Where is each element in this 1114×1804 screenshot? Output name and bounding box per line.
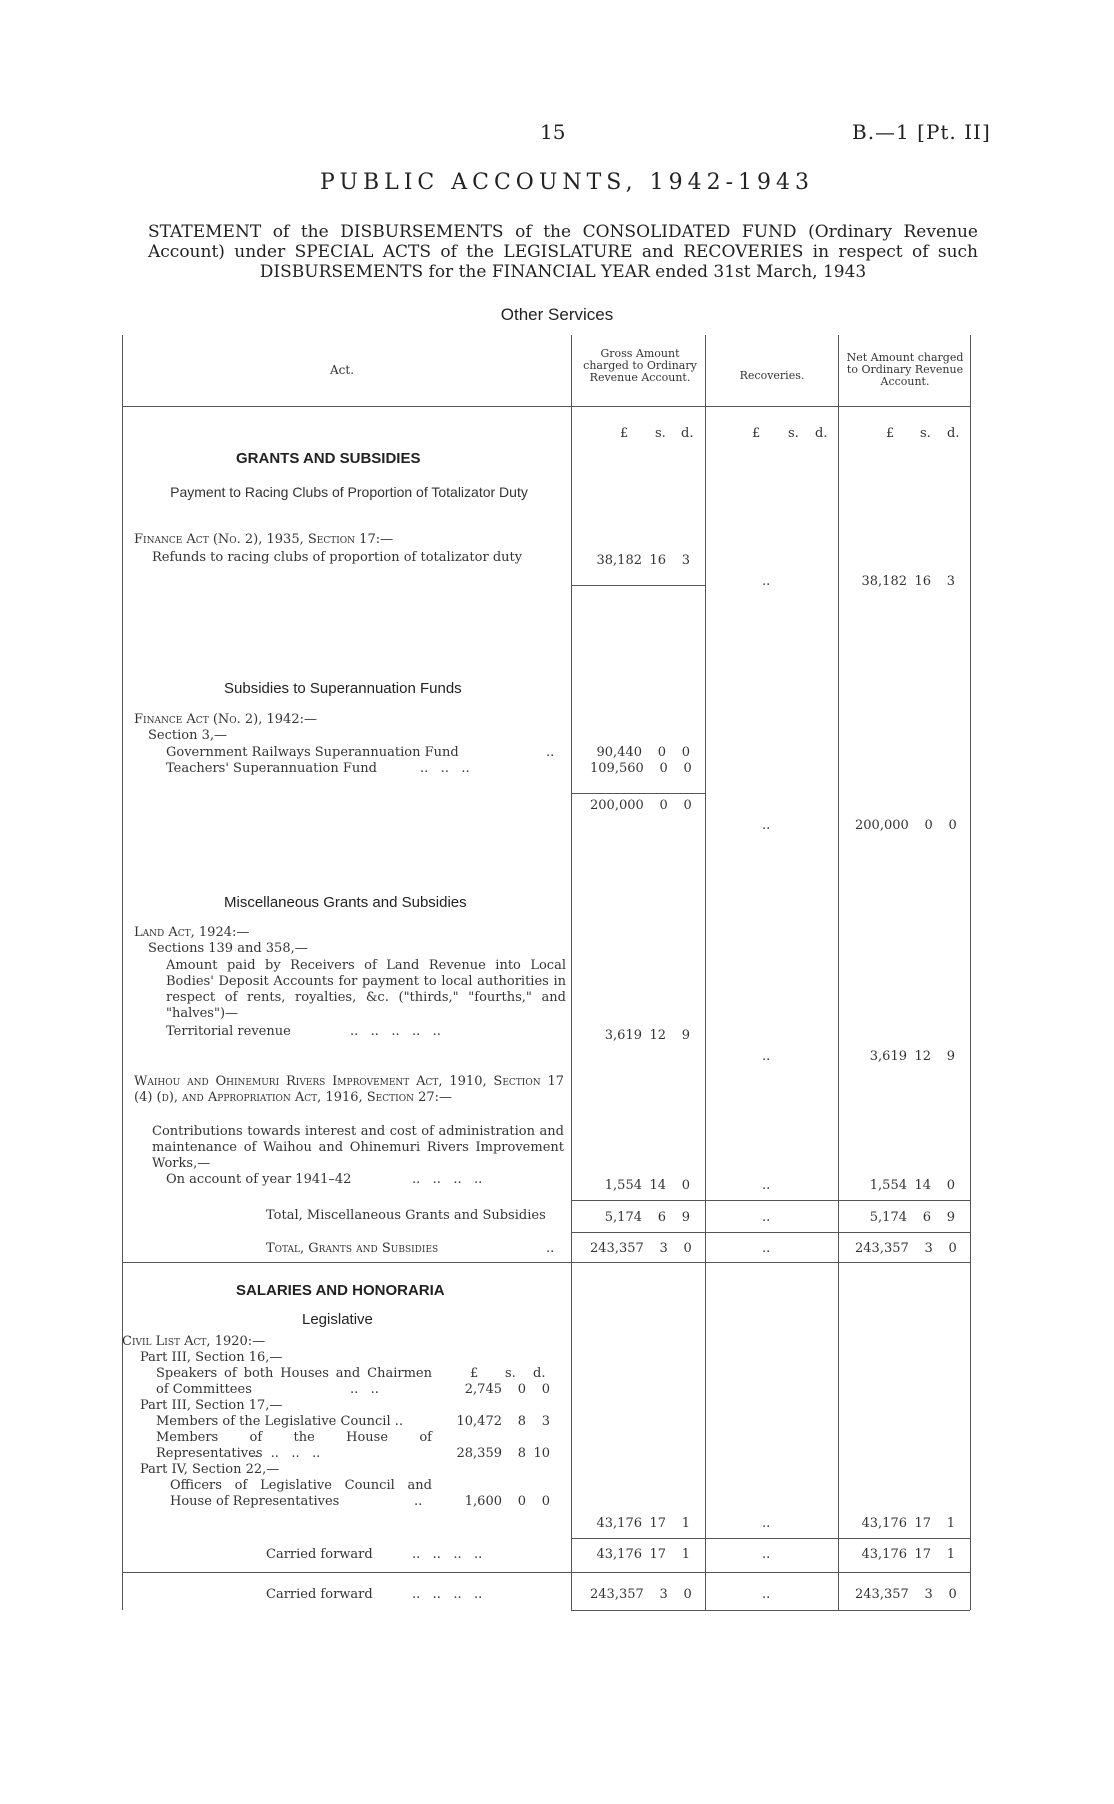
pence-label: d. (947, 426, 960, 441)
territorial-net-amount: 3,619 12 9 (869, 1049, 955, 1064)
page-title: PUBLIC ACCOUNTS, 1942-1943 (320, 170, 814, 195)
superannuation-item-amount: 109,560 0 0 (590, 761, 692, 776)
racing-net-amount: 38,182 16 3 (861, 574, 955, 589)
grants-total-label: Total, Grants and Subsidies (266, 1241, 439, 1256)
land-sections: Sections 139 and 358,— (148, 941, 308, 956)
leader-dots: .. .. .. .. (412, 1547, 483, 1562)
carried-forward-label: Carried forward (266, 1547, 373, 1562)
officers-label: Officers of Legislative Council and House of Representatives (170, 1478, 432, 1509)
racing-act: Finance Act (No. 2), 1935, Section 17:— (134, 532, 394, 547)
document-reference: B.—1 [Pt. II] (852, 120, 991, 144)
territorial-gross-amount: 3,619 12 9 (604, 1028, 690, 1043)
pound-label: £ (620, 426, 629, 441)
part3-section17: Part III, Section 17,— (140, 1398, 283, 1413)
waihou-recoveries: .. (762, 1178, 771, 1193)
part4-section22: Part IV, Section 22,— (140, 1462, 280, 1477)
part3-section16: Part III, Section 16,— (140, 1350, 283, 1365)
council-label: Members of the Legislative Council .. (156, 1414, 404, 1429)
superannuation-act: Finance Act (No. 2), 1942:— (134, 712, 317, 727)
waihou-description: Contributions towards interest and cost of administration and maintenance of Waihou and Ohinemuri Rivers Improvement Works,— (152, 1124, 564, 1171)
salaries-heading: SALARIES AND HONORARIA (236, 1282, 445, 1299)
pound-label: £ (752, 426, 761, 441)
carried-forward-recoveries: .. (762, 1587, 771, 1602)
leader-dots: .. .. .. .. (412, 1587, 483, 1602)
misc-total-net: 5,174 6 9 (869, 1210, 955, 1225)
grants-total-net: 243,357 3 0 (855, 1241, 957, 1256)
misc-total-label: Total, Miscellaneous Grants and Subsidies (266, 1208, 546, 1223)
grants-total-gross: 243,357 3 0 (590, 1241, 692, 1256)
pound-label: £ (470, 1366, 479, 1381)
section-title: Other Services (500, 305, 614, 324)
grants-total-recoveries: .. (762, 1241, 771, 1256)
superannuation-item-label: Teachers' Superannuation Fund (166, 761, 377, 776)
leader-dots: .. .. .. (420, 761, 470, 776)
racing-recoveries: .. (762, 574, 771, 589)
misc-subheading: Miscellaneous Grants and Subsidies (224, 894, 467, 911)
shilling-label: s. (505, 1366, 516, 1381)
carried-forward-net: 43,176 17 1 (861, 1547, 955, 1562)
leader-dots: .. .. .. .. .. (350, 1024, 441, 1039)
racing-subheading: Payment to Racing Clubs of Proportion of Totalizator Duty (170, 484, 528, 500)
pence-label: d. (681, 426, 694, 441)
grants-heading: GRANTS AND SUBSIDIES (236, 450, 421, 467)
salaries-gross-amount: 43,176 17 1 (596, 1516, 690, 1531)
racing-item: Refunds to racing clubs of proportion of totalizator duty (152, 550, 523, 565)
waihou-gross-amount: 1,554 14 0 (604, 1178, 690, 1193)
superannuation-item-amount: 90,440 0 0 (596, 745, 690, 760)
carried-forward-gross: 243,357 3 0 (590, 1587, 692, 1602)
superannuation-total-amount: 200,000 0 0 (590, 798, 692, 813)
misc-total-recoveries: .. (762, 1210, 771, 1225)
civil-list-act: Civil List Act, 1920:— (122, 1334, 266, 1349)
superannuation-recoveries: .. (762, 818, 771, 833)
shilling-label: s. (788, 426, 799, 441)
speakers-label: Speakers of both Houses and Chairmen of Committees (156, 1366, 432, 1397)
land-description: Amount paid by Receivers of Land Revenue into Local Bodies' Deposit Accounts for payment to local authorities in respect of rents, royalties, &c. ("thirds," "fourths," and "halves")— (166, 958, 566, 1021)
superannuation-section: Section 3,— (148, 728, 227, 743)
column-header-act: Act. (330, 363, 355, 377)
leader-dots: .. .. .. .. (250, 1446, 321, 1461)
waihou-act: Waihou and Ohinemuri Rivers Improvement Act, 1910, Section 17 (4) (d), and Appropriation Act, 1916, Section 27:— (134, 1074, 564, 1105)
leader-dots: .. (546, 745, 555, 760)
waihou-item: On account of year 1941–42 (166, 1172, 352, 1187)
pence-label: d. (815, 426, 828, 441)
officers-amount: 1,600 0 0 (464, 1494, 550, 1509)
carried-forward-gross: 43,176 17 1 (596, 1547, 690, 1562)
carried-forward-recoveries: .. (762, 1547, 771, 1562)
statement-description: STATEMENT of the DISBURSEMENTS of the CONSOLIDATED FUND (Ordinary Revenue Account) under SPECIAL ACTS of the LEGISLATURE and RECOVERIES in respect of such DISBURSEMENTS for the FINANCIAL YEAR ended 31st March, 1943 (148, 222, 978, 282)
salaries-recoveries: .. (762, 1516, 771, 1531)
column-header-net: Net Amount charged to Ordinary Revenue Account. (846, 351, 964, 388)
salaries-net-amount: 43,176 17 1 (861, 1516, 955, 1531)
reps-amount: 28,359 8 10 (456, 1446, 550, 1461)
speakers-amount: 2,745 0 0 (464, 1382, 550, 1397)
reps-label: Members of the House of Representatives (156, 1430, 432, 1461)
misc-total-gross: 5,174 6 9 (604, 1210, 690, 1225)
superannuation-item-label: Government Railways Superannuation Fund (166, 745, 459, 760)
carried-forward-net: 243,357 3 0 (855, 1587, 957, 1602)
column-header-recoveries: Recoveries. (739, 369, 805, 382)
leader-dots: .. (414, 1494, 423, 1509)
carried-forward-label: Carried forward (266, 1587, 373, 1602)
legislative-subheading: Legislative (302, 1311, 373, 1328)
racing-gross-amount: 38,182 16 3 (596, 553, 690, 568)
leader-dots: .. (546, 1241, 555, 1256)
territorial-recoveries: .. (762, 1049, 771, 1064)
superannuation-subheading: Subsidies to Superannuation Funds (224, 680, 462, 697)
council-amount: 10,472 8 3 (456, 1414, 550, 1429)
waihou-net-amount: 1,554 14 0 (869, 1178, 955, 1193)
column-header-gross: Gross Amount charged to Ordinary Revenue Account. (583, 347, 697, 384)
leader-dots: .. .. (350, 1382, 379, 1397)
superannuation-net-amount: 200,000 0 0 (855, 818, 957, 833)
page-number: 15 (540, 120, 566, 144)
territorial-label: Territorial revenue (166, 1024, 291, 1039)
leader-dots: .. .. .. .. (412, 1172, 483, 1187)
shilling-label: s. (920, 426, 931, 441)
pound-label: £ (886, 426, 895, 441)
pence-label: d. (533, 1366, 546, 1381)
shilling-label: s. (655, 426, 666, 441)
land-act: Land Act, 1924:— (134, 925, 250, 940)
